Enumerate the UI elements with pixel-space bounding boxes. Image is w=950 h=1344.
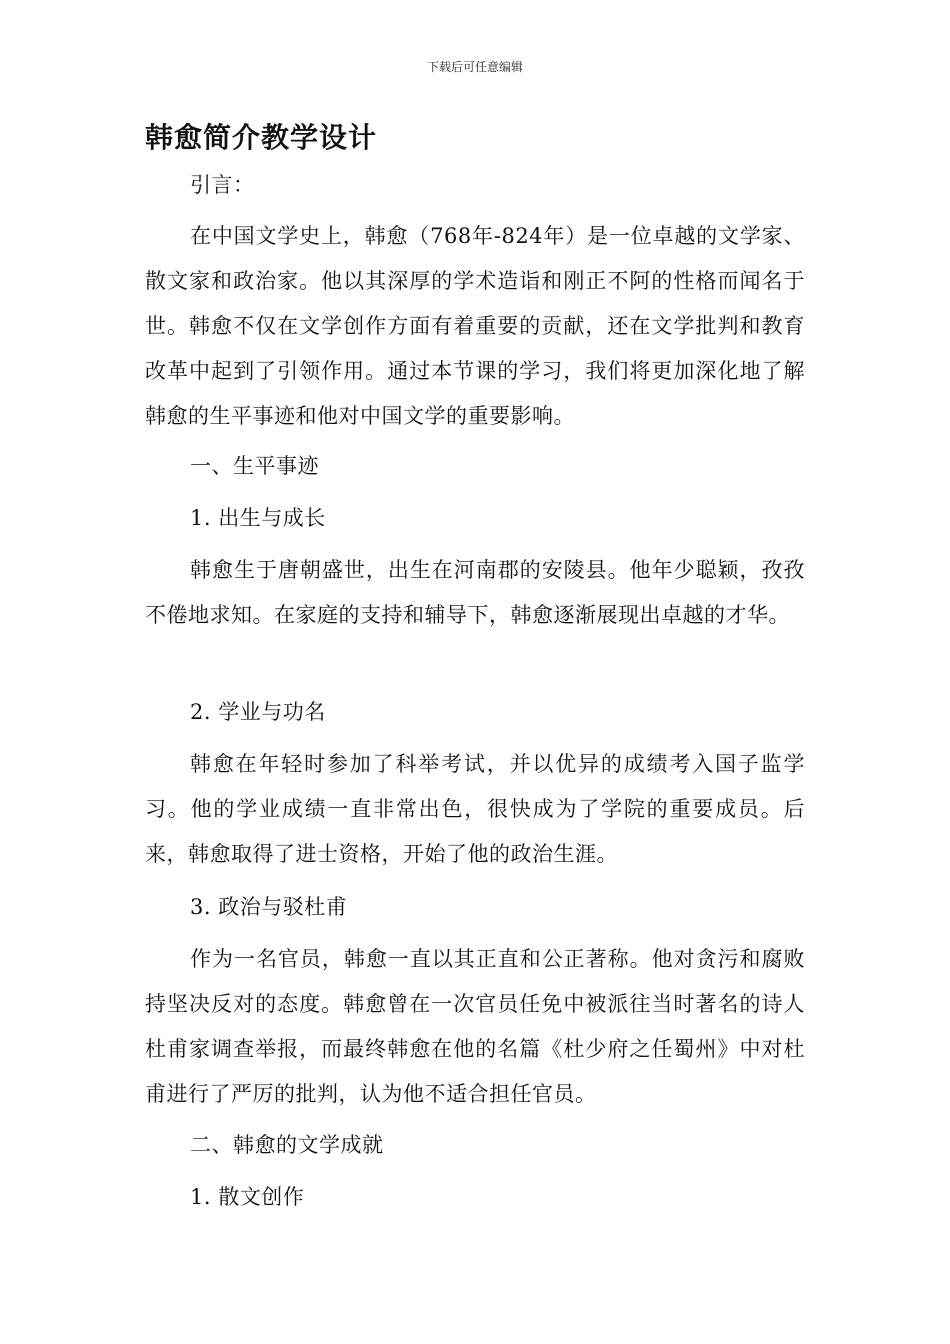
header-note: 下载后可任意编辑 (426, 60, 523, 74)
subheading-studies: 2. 学业与功名 (190, 700, 326, 724)
paragraph-politics: 作为一名官员，韩愈一直以其正直和公正著称。他对贪污和腐败持坚决反对的态度。韩愈曾在一次官员任免中被派往当时著名的诗人杜甫家调查举报，而最终韩愈在他的名篇《杜少府之任蜀州》中对杜甫进行了严厉的批判，认为他不适合担任官员。 (145, 947, 805, 1106)
document-title: 韩愈简介教学设计 (145, 121, 378, 154)
subheading-prose: 1. 散文创作 (190, 1185, 305, 1209)
intro-paragraph: 在中国文学史上，韩愈（768年-824年）是一位卓越的文学家、散文家和政治家。他以其深厚的学术造诣和刚正不阿的性格而闻名于世。韩愈不仅在文学创作方面有着重要的贡献，还在文学批判和教育改革中起到了引领作用。通过本节课的学习，我们将更加深化地了解韩愈的生平事迹和他对中国文学的重要影响。 (145, 224, 805, 428)
subheading-politics: 3. 政治与驳杜甫 (190, 895, 348, 919)
subheading-birth: 1. 出生与成长 (190, 506, 326, 530)
intro-label: 引言： (190, 173, 255, 197)
section-heading-biography: 一、生平事迹 (190, 454, 319, 478)
section-heading-literature: 二、韩愈的文学成就 (190, 1133, 384, 1157)
paragraph-studies: 韩愈在年轻时参加了科举考试，并以优异的成绩考入国子监学习。他的学业成绩一直非常出色，很快成为了学院的重要成员。后来，韩愈取得了进士资格，开始了他的政治生涯。 (145, 752, 805, 866)
paragraph-birth: 韩愈生于唐朝盛世，出生在河南郡的安陵县。他年少聪颖，孜孜不倦地求知。在家庭的支持和辅导下，韩愈逐渐展现出卓越的才华。 (145, 558, 805, 627)
